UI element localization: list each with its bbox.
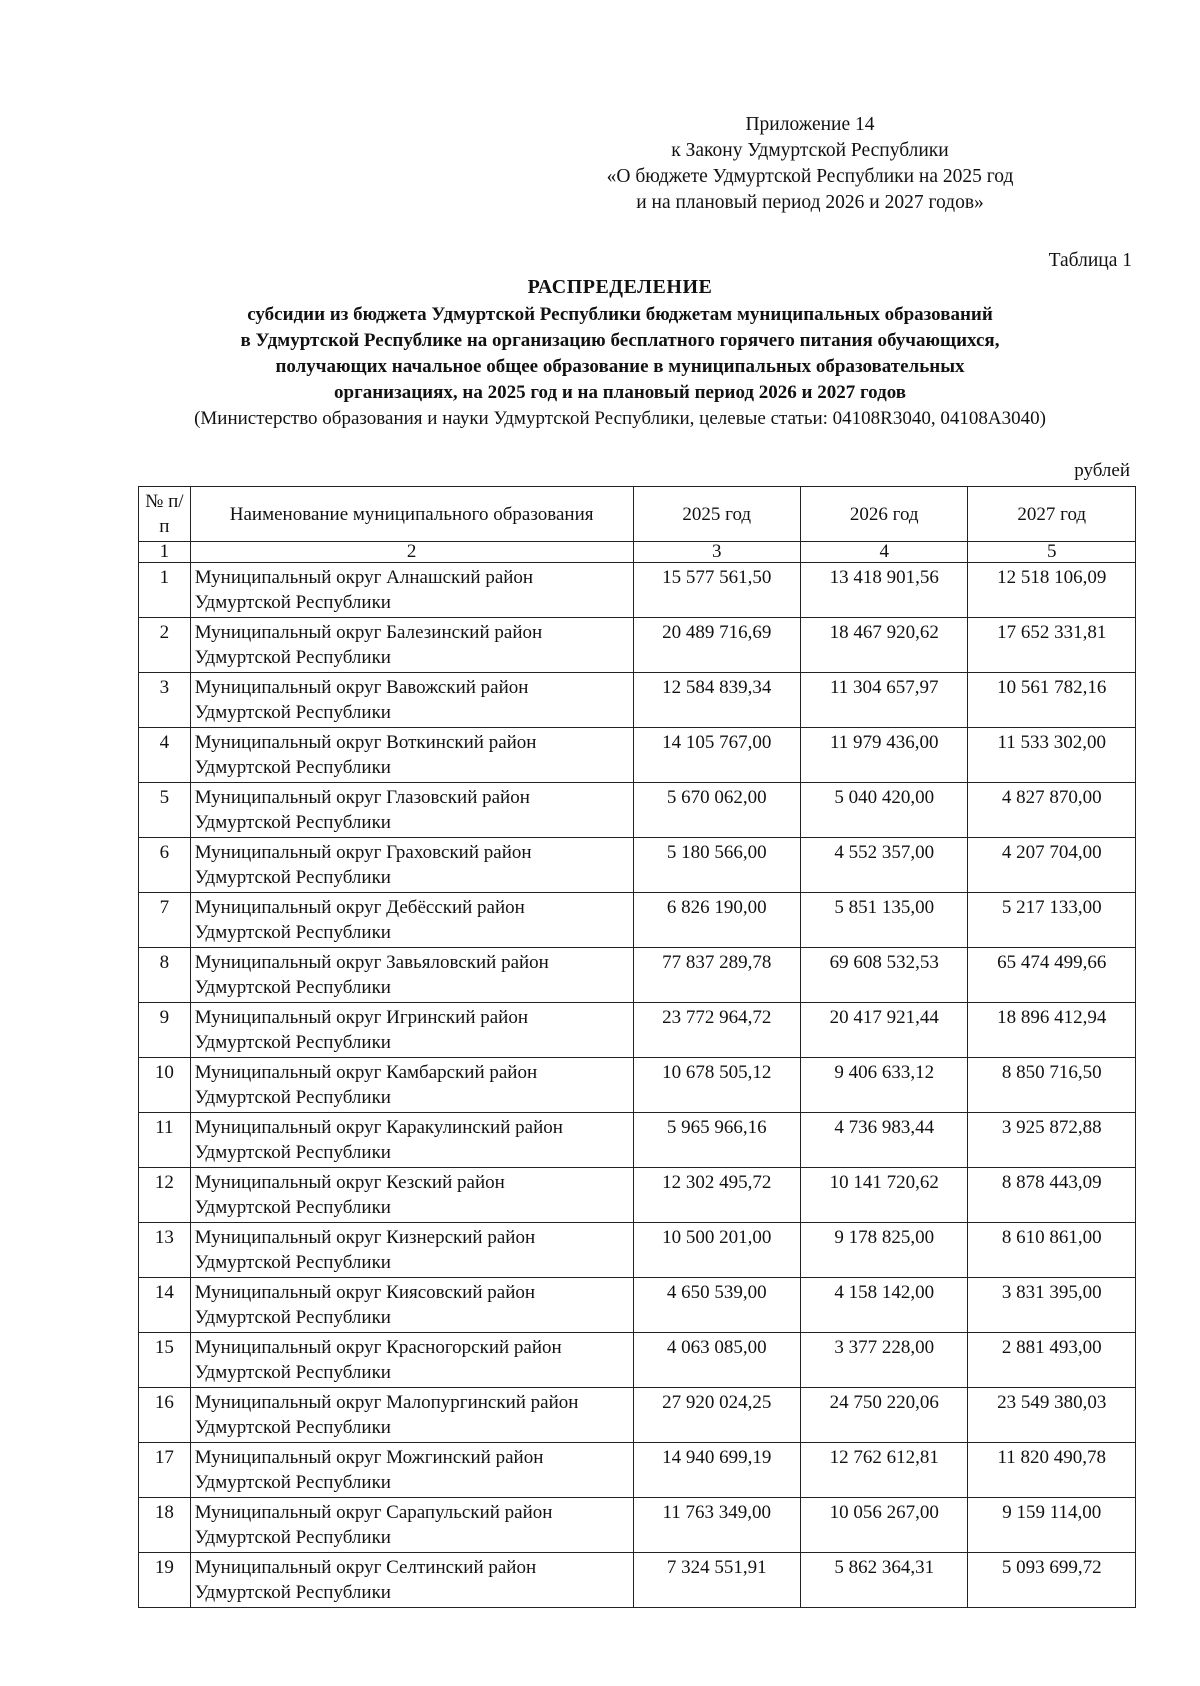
amount-2027: 5 093 699,72 bbox=[968, 1553, 1136, 1608]
amount-2026: 11 979 436,00 bbox=[801, 728, 968, 783]
row-number: 19 bbox=[139, 1553, 191, 1608]
municipality-name-line-2: Удмуртской Республики bbox=[194, 1197, 391, 1218]
amount-2025: 5 965 966,16 bbox=[633, 1113, 800, 1168]
amount-2026: 4 552 357,00 bbox=[801, 838, 968, 893]
column-number: 1 bbox=[139, 542, 191, 563]
amount-2025: 5 670 062,00 bbox=[633, 783, 800, 838]
municipality-name-line-1: Муниципальный округ Граховский район bbox=[194, 842, 532, 863]
amount-2025: 11 763 349,00 bbox=[633, 1498, 800, 1553]
header-number: № п/п bbox=[139, 487, 191, 542]
amount-2027: 18 896 412,94 bbox=[968, 1003, 1136, 1058]
table-row bbox=[139, 618, 1136, 673]
amount-2025: 12 302 495,72 bbox=[633, 1168, 800, 1223]
amount-2027: 5 217 133,00 bbox=[968, 893, 1136, 948]
municipality-name-line-2: Удмуртской Республики bbox=[194, 592, 391, 613]
table-row bbox=[139, 1388, 1136, 1443]
table-row bbox=[139, 1003, 1136, 1058]
municipality-name bbox=[190, 1553, 633, 1608]
amount-2027: 8 878 443,09 bbox=[968, 1168, 1136, 1223]
municipality-name-line-2: Удмуртской Республики bbox=[194, 1582, 391, 1603]
column-number: 5 bbox=[968, 542, 1136, 563]
municipality-name bbox=[190, 563, 633, 618]
amount-2026: 3 377 228,00 bbox=[801, 1333, 968, 1388]
municipality-name-line-2: Удмуртской Республики bbox=[194, 1087, 391, 1108]
table-row bbox=[139, 948, 1136, 1003]
table-row bbox=[139, 1223, 1136, 1278]
municipality-name bbox=[190, 1113, 633, 1168]
municipality-name-line-2: Удмуртской Республики bbox=[194, 867, 391, 888]
municipality-name-line-1: Муниципальный округ Можгинский район bbox=[194, 1447, 544, 1468]
municipality-name-line-2: Удмуртской Республики bbox=[194, 1472, 391, 1493]
amount-2025: 6 826 190,00 bbox=[633, 893, 800, 948]
table-label: Таблица 1 bbox=[1048, 250, 1132, 271]
row-number: 6 bbox=[139, 838, 191, 893]
municipality-name-line-1: Муниципальный округ Сарапульский район bbox=[194, 1502, 553, 1523]
municipality-name bbox=[190, 893, 633, 948]
amount-2026: 4 158 142,00 bbox=[801, 1278, 968, 1333]
column-number: 4 bbox=[801, 542, 968, 563]
municipality-name-line-2: Удмуртской Республики bbox=[194, 1527, 391, 1548]
municipality-name-line-2: Удмуртской Республики bbox=[194, 1417, 391, 1438]
municipality-name bbox=[190, 728, 633, 783]
currency-unit: рублей bbox=[1074, 460, 1130, 481]
header-name: Наименование муниципального образования bbox=[190, 487, 633, 542]
table-row bbox=[139, 838, 1136, 893]
amount-2027: 8 610 861,00 bbox=[968, 1223, 1136, 1278]
document-title: РАСПРЕДЕЛЕНИЕ bbox=[527, 276, 713, 298]
municipality-name-line-2: Удмуртской Республики bbox=[194, 647, 391, 668]
amount-2025: 10 678 505,12 bbox=[633, 1058, 800, 1113]
municipality-name-line-1: Муниципальный округ Дебёсский район bbox=[194, 897, 525, 918]
municipality-name-line-2: Удмуртской Республики bbox=[194, 922, 391, 943]
municipality-name-line-1: Муниципальный округ Игринский район bbox=[194, 1007, 529, 1028]
municipality-name bbox=[190, 1443, 633, 1498]
amount-2027: 4 827 870,00 bbox=[968, 783, 1136, 838]
amount-2027: 4 207 704,00 bbox=[968, 838, 1136, 893]
amount-2026: 5 040 420,00 bbox=[801, 783, 968, 838]
municipality-name-line-1: Муниципальный округ Воткинский район bbox=[194, 732, 537, 753]
amount-2027: 3 925 872,88 bbox=[968, 1113, 1136, 1168]
amount-2025: 4 650 539,00 bbox=[633, 1278, 800, 1333]
amount-2027: 12 518 106,09 bbox=[968, 563, 1136, 618]
row-number: 8 bbox=[139, 948, 191, 1003]
table-row bbox=[139, 1278, 1136, 1333]
municipality-name bbox=[190, 1223, 633, 1278]
subtitle-line-4: организациях, на 2025 год и на плановый период 2026 и 2027 годов bbox=[334, 382, 906, 403]
municipality-name bbox=[190, 1333, 633, 1388]
municipality-name-line-1: Муниципальный округ Каракулинский район bbox=[194, 1117, 563, 1138]
amount-2025: 12 584 839,34 bbox=[633, 673, 800, 728]
municipality-name-line-2: Удмуртской Республики bbox=[194, 1307, 391, 1328]
column-number: 2 bbox=[190, 542, 633, 563]
amount-2026: 11 304 657,97 bbox=[801, 673, 968, 728]
municipality-name-line-1: Муниципальный округ Алнашский район bbox=[194, 567, 534, 588]
municipality-name bbox=[190, 783, 633, 838]
row-number: 5 bbox=[139, 783, 191, 838]
amount-2025: 15 577 561,50 bbox=[633, 563, 800, 618]
amount-2027: 11 533 302,00 bbox=[968, 728, 1136, 783]
municipality-name bbox=[190, 1003, 633, 1058]
amount-2026: 12 762 612,81 bbox=[801, 1443, 968, 1498]
appendix-line-1: Приложение 14 bbox=[745, 114, 875, 135]
municipality-name-line-1: Муниципальный округ Кизнерский район bbox=[194, 1227, 536, 1248]
municipality-name-line-1: Муниципальный округ Киясовский район bbox=[194, 1282, 536, 1303]
amount-2025: 5 180 566,00 bbox=[633, 838, 800, 893]
amount-2026: 24 750 220,06 bbox=[801, 1388, 968, 1443]
row-number: 14 bbox=[139, 1278, 191, 1333]
municipality-name-line-1: Муниципальный округ Кезский район bbox=[194, 1172, 505, 1193]
amount-2025: 14 105 767,00 bbox=[633, 728, 800, 783]
amount-2027: 3 831 395,00 bbox=[968, 1278, 1136, 1333]
municipality-name-line-1: Муниципальный округ Глазовский район bbox=[194, 787, 530, 808]
amount-2025: 4 063 085,00 bbox=[633, 1333, 800, 1388]
column-number-row bbox=[139, 542, 1136, 563]
amount-2025: 14 940 699,19 bbox=[633, 1443, 800, 1498]
municipality-name-line-1: Муниципальный округ Камбарский район bbox=[194, 1062, 538, 1083]
row-number: 4 bbox=[139, 728, 191, 783]
appendix-line-2: к Закону Удмуртской Республики bbox=[671, 140, 949, 161]
municipality-name-line-2: Удмуртской Республики bbox=[194, 1032, 391, 1053]
row-number: 1 bbox=[139, 563, 191, 618]
column-number: 3 bbox=[633, 542, 800, 563]
table-row bbox=[139, 1498, 1136, 1553]
table-row bbox=[139, 673, 1136, 728]
amount-2025: 7 324 551,91 bbox=[633, 1553, 800, 1608]
appendix-line-4: и на плановый период 2026 и 2027 годов» bbox=[636, 192, 984, 213]
table-row bbox=[139, 893, 1136, 948]
municipality-name-line-2: Удмуртской Республики bbox=[194, 757, 391, 778]
amount-2026: 10 141 720,62 bbox=[801, 1168, 968, 1223]
municipality-name-line-1: Муниципальный округ Селтинский район bbox=[194, 1557, 537, 1578]
municipality-name-line-2: Удмуртской Республики bbox=[194, 1252, 391, 1273]
municipality-name bbox=[190, 838, 633, 893]
amount-2027: 10 561 782,16 bbox=[968, 673, 1136, 728]
row-number: 12 bbox=[139, 1168, 191, 1223]
amount-2025: 20 489 716,69 bbox=[633, 618, 800, 673]
amount-2026: 5 851 135,00 bbox=[801, 893, 968, 948]
row-number: 3 bbox=[139, 673, 191, 728]
amount-2027: 17 652 331,81 bbox=[968, 618, 1136, 673]
municipality-name bbox=[190, 1498, 633, 1553]
amount-2026: 10 056 267,00 bbox=[801, 1498, 968, 1553]
row-number: 18 bbox=[139, 1498, 191, 1553]
amount-2026: 9 406 633,12 bbox=[801, 1058, 968, 1113]
row-number: 10 bbox=[139, 1058, 191, 1113]
amount-2026: 20 417 921,44 bbox=[801, 1003, 968, 1058]
amount-2026: 4 736 983,44 bbox=[801, 1113, 968, 1168]
amount-2027: 2 881 493,00 bbox=[968, 1333, 1136, 1388]
subtitle-line-3: получающих начальное общее образование в муниципальных образовательных bbox=[275, 356, 965, 377]
amount-2026: 18 467 920,62 bbox=[801, 618, 968, 673]
amount-2027: 11 820 490,78 bbox=[968, 1443, 1136, 1498]
subtitle-line-1: субсидии из бюджета Удмуртской Республики бюджетам муниципальных образований bbox=[247, 304, 993, 325]
header-2027: 2027 год bbox=[968, 487, 1136, 542]
table-row bbox=[139, 563, 1136, 618]
row-number: 13 bbox=[139, 1223, 191, 1278]
municipality-name-line-1: Муниципальный округ Красногорский район bbox=[194, 1337, 562, 1358]
header-2026: 2026 год bbox=[801, 487, 968, 542]
amount-2026: 9 178 825,00 bbox=[801, 1223, 968, 1278]
municipality-name-line-2: Удмуртской Республики bbox=[194, 702, 391, 723]
municipality-name bbox=[190, 618, 633, 673]
table-row bbox=[139, 1113, 1136, 1168]
municipality-name-line-2: Удмуртской Республики bbox=[194, 1362, 391, 1383]
amount-2025: 27 920 024,25 bbox=[633, 1388, 800, 1443]
municipality-name bbox=[190, 1058, 633, 1113]
table-header-row bbox=[139, 487, 1136, 542]
appendix-line-3: «О бюджете Удмуртской Республики на 2025 год bbox=[606, 166, 1014, 187]
municipality-name bbox=[190, 1278, 633, 1333]
ministry-note: (Министерство образования и науки Удмуртской Республики, целевые статьи: 04108R3040, 04108A3040) bbox=[194, 408, 1046, 429]
municipality-name-line-2: Удмуртской Республики bbox=[194, 1142, 391, 1163]
amount-2026: 5 862 364,31 bbox=[801, 1553, 968, 1608]
municipality-name bbox=[190, 673, 633, 728]
title-block bbox=[100, 274, 1140, 432]
appendix-header bbox=[500, 112, 1120, 216]
amount-2027: 65 474 499,66 bbox=[968, 948, 1136, 1003]
document-subtitle bbox=[100, 302, 1140, 406]
municipality-name bbox=[190, 1388, 633, 1443]
amount-2027: 8 850 716,50 bbox=[968, 1058, 1136, 1113]
table-row bbox=[139, 1443, 1136, 1498]
municipality-name-line-1: Муниципальный округ Малопургинский район bbox=[194, 1392, 579, 1413]
table-row bbox=[139, 1333, 1136, 1388]
amount-2026: 69 608 532,53 bbox=[801, 948, 968, 1003]
amount-2025: 10 500 201,00 bbox=[633, 1223, 800, 1278]
table-row bbox=[139, 783, 1136, 838]
amount-2026: 13 418 901,56 bbox=[801, 563, 968, 618]
amount-2027: 23 549 380,03 bbox=[968, 1388, 1136, 1443]
row-number: 2 bbox=[139, 618, 191, 673]
amount-2025: 23 772 964,72 bbox=[633, 1003, 800, 1058]
row-number: 16 bbox=[139, 1388, 191, 1443]
municipality-name-line-2: Удмуртской Республики bbox=[194, 977, 391, 998]
municipality-name bbox=[190, 1168, 633, 1223]
municipality-name-line-1: Муниципальный округ Балезинский район bbox=[194, 622, 543, 643]
amount-2027: 9 159 114,00 bbox=[968, 1498, 1136, 1553]
table-row bbox=[139, 1058, 1136, 1113]
table-row bbox=[139, 1168, 1136, 1223]
row-number: 17 bbox=[139, 1443, 191, 1498]
municipality-name-line-1: Муниципальный округ Вавожский район bbox=[194, 677, 529, 698]
row-number: 11 bbox=[139, 1113, 191, 1168]
subtitle-line-2: в Удмуртской Республике на организацию бесплатного горячего питания обучающихся, bbox=[240, 330, 1000, 351]
municipality-name-line-1: Муниципальный округ Завьяловский район bbox=[194, 952, 549, 973]
table-row bbox=[139, 728, 1136, 783]
amount-2025: 77 837 289,78 bbox=[633, 948, 800, 1003]
municipality-name bbox=[190, 948, 633, 1003]
header-2025: 2025 год bbox=[633, 487, 800, 542]
municipality-name-line-2: Удмуртской Республики bbox=[194, 812, 391, 833]
row-number: 7 bbox=[139, 893, 191, 948]
row-number: 15 bbox=[139, 1333, 191, 1388]
row-number: 9 bbox=[139, 1003, 191, 1058]
table-row bbox=[139, 1553, 1136, 1608]
distribution-table bbox=[138, 486, 1136, 1608]
